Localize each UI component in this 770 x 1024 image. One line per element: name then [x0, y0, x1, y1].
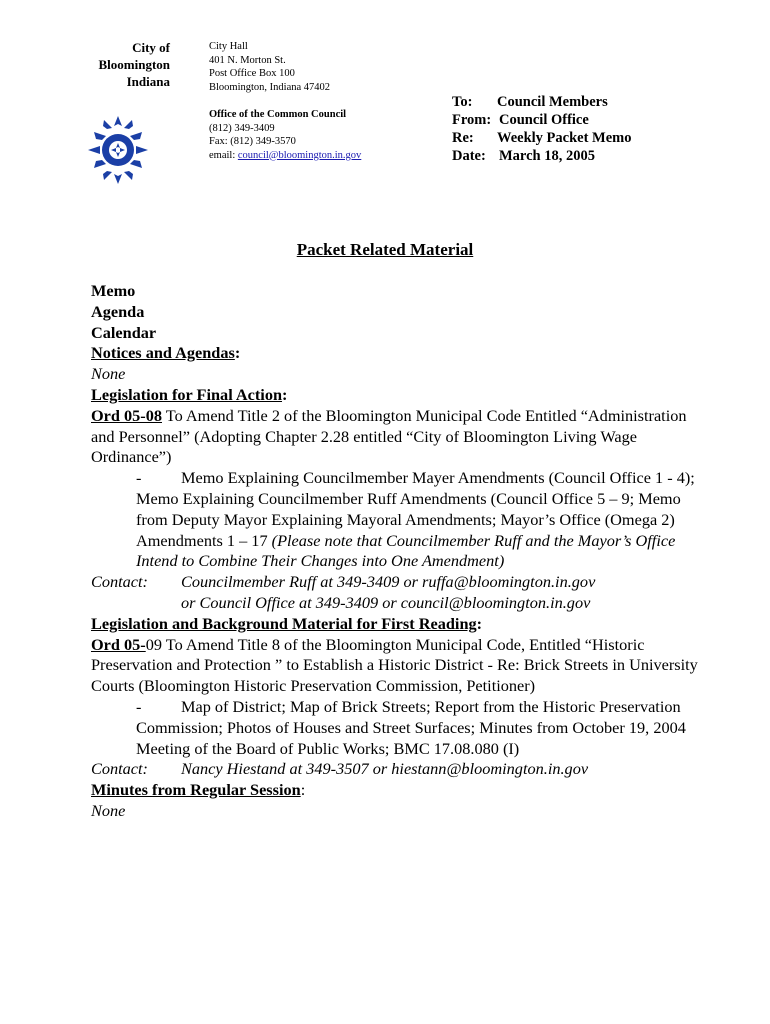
ord-05-08-detail-text: Memo Explaining Councilmember Mayer Amendments (Council Office 1 - 4); Memo Explaining Councilmember Ruff Amendments (Council Office 5 – 9; Memo from Deputy Mayor Explaining Mayoral Amendments; Mayor’s Office (Omega 2) Amendments 1 – 17 [136, 468, 695, 550]
city-line-2: Bloomington [98, 57, 170, 72]
ord-05-09-entry [91, 635, 711, 697]
office-phone: (812) 349-3409 [209, 122, 275, 134]
address-block [209, 40, 361, 162]
ord-05-08-contact [91, 572, 711, 614]
memo-from-row [452, 111, 632, 129]
address-line-1: City Hall [209, 41, 248, 52]
minutes-heading-row: Minutes from Regular Session: [91, 780, 306, 800]
memo-date-label: Date: [452, 148, 486, 164]
notices-heading: Notices and Agendas [91, 343, 235, 363]
memo-date-value: March 18, 2005 [499, 148, 595, 164]
ord-05-09-contact-text: Nancy Hiestand at 349-3507 or hiestann@bloomington.in.gov [181, 759, 589, 779]
ord-05-09-detail: - Map of District; Map of Brick Streets; Report from the Historic Preservation Commission; Photos of Houses and Street Surfaces; Minutes from October 19, 2004 Meeting of the Board of Public Works; BMC 17.08.080 (I) [136, 696, 686, 758]
ord-05-09-number: Ord 05- [91, 634, 146, 654]
ord-05-08-title: To Amend Title 2 of the Bloomington Municipal Code Entitled “Administration and Personnel” (Adopting Chapter 2.28 entitled “City of Bloomington Living Wage Ordinance”) [91, 405, 687, 467]
ord-05-08-detail: - Memo Explaining Councilmember Mayer Amendments (Council Office 1 - 4); Memo Explaining Councilmember Ruff Amendments (Council Office 5 – 9; Memo from Deputy Mayor Explaining Mayoral Amendments; Mayor’s Office (Omega 2) Amendments 1 – 17 (Please note that Councilmember Ruff and the Mayor’s Office Intend to Combine Their Changes into One Amendment) [136, 468, 695, 571]
ord-05-09-title: 09 To Amend Title 8 of the Bloomington Municipal Code, Entitled “Historic Preservation and Protection ” to Establish a Historic District - Re: Brick Streets in University Courts (Bloomington Historic Preservation Commission, Petitioner) [91, 634, 698, 696]
memo-from-label: From: [452, 112, 492, 128]
item-calendar: Calendar [91, 322, 157, 342]
first-reading-heading: Legislation and Background Material for First Reading [91, 613, 477, 633]
memo-header [452, 93, 632, 165]
ord-05-08-entry [91, 406, 711, 468]
office-fax: Fax: (812) 349-3570 [209, 136, 296, 147]
office-email-row [209, 149, 361, 163]
final-action-heading-row: Legislation for Final Action: [91, 384, 288, 404]
ord-05-09-detail-text: Map of District; Map of Brick Streets; Report from the Historic Preservation Commission; Photos of Houses and Street Surfaces; Minutes from October 19, 2004 Meeting of the Board of Public Works; BMC 17.08.080 (I) [136, 696, 686, 758]
memo-re-label: Re: [452, 130, 474, 146]
contact-label: Contact: [91, 572, 148, 592]
memo-date-row [452, 147, 632, 165]
minutes-none: None [91, 800, 126, 820]
city-line-3: Indiana [126, 74, 170, 89]
contact-label: Contact: [91, 759, 148, 779]
page-title: Packet Related Material [296, 240, 474, 259]
address-line-3: Post Office Box 100 [209, 68, 295, 79]
city-line-1: City of [132, 40, 170, 55]
ord-05-08-number: Ord 05-08 [91, 405, 162, 425]
email-link[interactable]: council@bloomington.in.gov [237, 149, 362, 161]
office-title: Office of the Common Council [209, 109, 347, 120]
address-line-4: Bloomington, Indiana 47402 [209, 81, 331, 93]
memo-from-value: Council Office [499, 112, 589, 128]
first-reading-heading-row: Legislation and Background Material for First Reading: [91, 613, 483, 633]
item-memo: Memo [91, 281, 136, 300]
item-agenda: Agenda [91, 301, 145, 321]
memo-to-label: To: [452, 94, 473, 110]
ord-05-09-contact [91, 759, 711, 780]
packet-contents [91, 281, 711, 822]
ord-05-08-contact-2: or Council Office at 349-3409 or council@bloomington.in.gov [181, 592, 591, 612]
minutes-heading: Minutes from Regular Session [91, 780, 301, 800]
final-action-heading: Legislation for Final Action [91, 384, 283, 404]
email-label: email: [209, 149, 236, 161]
notices-heading-row: Notices and Agendas: [91, 343, 241, 363]
address-line-2: 401 N. Morton St. [209, 54, 286, 66]
ord-05-08-contact-1: Councilmember Ruff at 349-3409 or ruffa@bloomington.in.gov [181, 572, 596, 592]
memo-re-value: Weekly Packet Memo [497, 130, 632, 146]
memo-to-row [452, 93, 632, 111]
notices-none: None [91, 364, 126, 384]
memo-to-value: Council Members [497, 94, 608, 110]
city-logo-icon [86, 114, 150, 186]
ord-05-08-note: (Please note that Councilmember Ruff and the Mayor’s Office Intend to Combine Their Changes into One Amendment) [136, 530, 676, 571]
city-name [84, 39, 170, 90]
memo-re-row [452, 129, 632, 147]
